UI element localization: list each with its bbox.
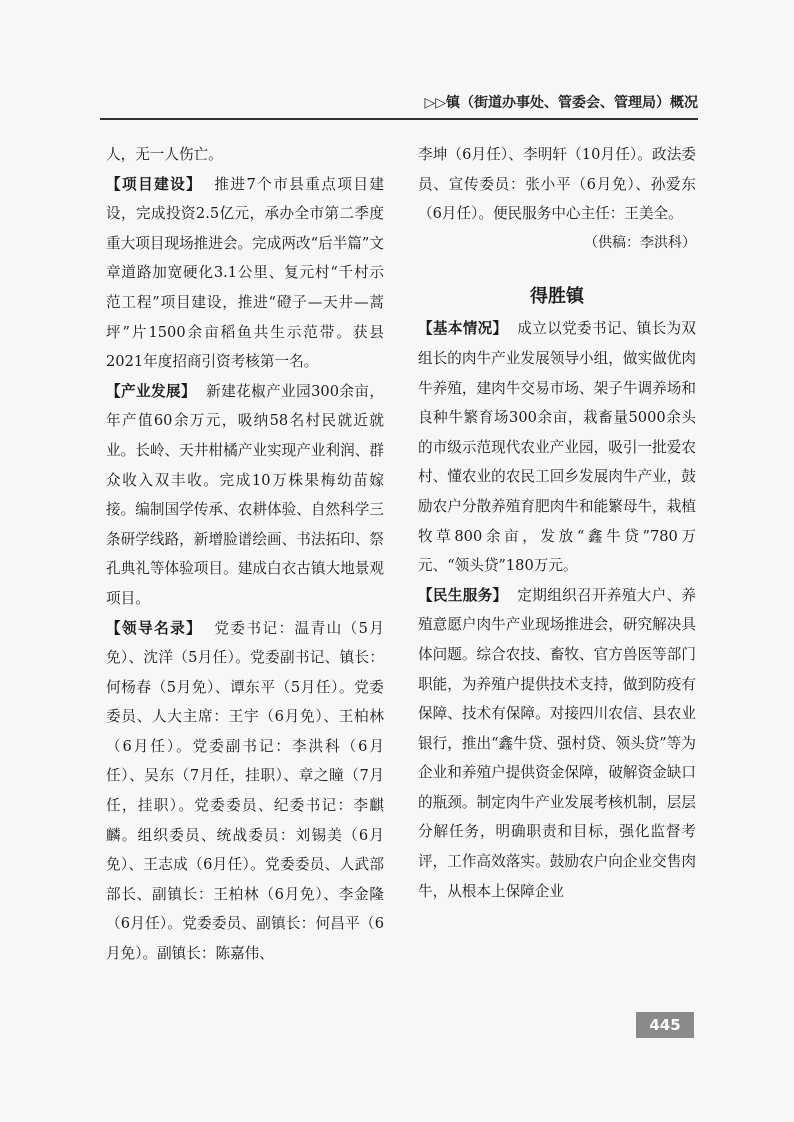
section-tag-leadership: 【领导名录】	[106, 619, 203, 637]
paragraph-text: 推进7个市县重点项目建设，完成投资2.5亿元，承办全市第二季度重大项目现场推进会。完成两改“后半篇”文章道路加宽硬化3.1公里、复元村“千村示范工程”项目建设，推进“磴子—天井—蒿坪”片1500余亩稻鱼共生示范带。获县2021年度招商引资考核第一名。	[106, 175, 384, 371]
paragraph-project-construction	[106, 170, 384, 377]
paragraph-text: 定期组织召开养殖大户、养殖意愿户肉牛产业现场推进会，研究解决具体问题。综合农技、畜牧、官方兽医等部门职能，为养殖户提供技术支持，做到防疫有保障、技术有保障。对接四川农信、县农业银行，推出“鑫牛贷、强村贷、领头贷”等为企业和养殖户提供资金保障，破解资金缺口的瓶颈。制定肉牛产业发展考核机制，层层分解任务，明确职责和目标，强化监督考评，工作高效落实。鼓励农户向企业交售肉牛，从根本上保障企业	[418, 586, 696, 900]
paragraph-livelihood-service	[418, 581, 696, 907]
contributor-byline: （供稿：李洪科）	[584, 234, 696, 251]
paragraph-basic-situation	[418, 314, 696, 580]
paragraph-continuation: 李坤（6月任）、李明轩（10月任）。政法委员、宣传委员：张小平（6月免）、孙爱东（6月任）。便民服务中心主任：王美全。	[418, 146, 696, 223]
paragraph-text: 新建花椒产业园300余亩，年产值60余万元，吸纳58名村民就近就业。长岭、天井柑橘产业实现产业利润、群众收入双丰收。完成10万株果梅幼苗嫁接。编制国学传承、农耕体验、自然科学三条研学线路，新增脸谱绘画、书法拓印、祭孔典礼等体验项目。建成白衣古镇大地景观项目。	[106, 382, 384, 607]
paragraph-industry-development	[106, 377, 384, 614]
section-tag-project: 【项目建设】	[106, 175, 203, 193]
right-column	[418, 140, 696, 906]
section-tag-livelihood: 【民生服务】	[418, 586, 508, 604]
paragraph-continuation: 人，无一人伤亡。	[106, 146, 223, 163]
town-section-title: 得胜镇	[530, 286, 584, 308]
paragraph-text: 党委书记：温青山（5月免）、沈洋（5月任）。党委副书记、镇长：何杨春（5月免）、谭东平（5月任）。党委委员、人大主席：王宇（6月免）、王柏林（6月任）。党委副书记：李洪科（6月任）、吴东（7月任，挂职）、章之瞳（7月任，挂职）。党委委员、纪委书记：李麒麟。组织委员、统战委员：刘锡美（6月免）、王志成（6月任）。党委委员、人武部部长、副镇长：王柏林（6月免）、李金隆（6月任）。党委委员、副镇长：何昌平（6月免）。副镇长：陈嘉伟、	[106, 619, 384, 963]
left-column	[106, 140, 384, 969]
header-rule	[100, 118, 698, 120]
page-number: 445	[636, 1012, 694, 1038]
running-header: ▷▷镇（街道办事处、管委会、管理局）概况	[424, 95, 698, 111]
paragraph-text: 成立以党委书记、镇长为双组长的肉牛产业发展领导小组，做实做优肉牛养殖，建肉牛交易市场、架子牛调养场和良种牛繁育场300余亩，栽畜量5000余头的市级示范现代农业产业园，吸引一批爱农村、懂农业的农民工回乡发展肉牛产业，鼓励农户分散养殖育肥肉牛和能繁母牛，栽植牧草800余亩，发放“鑫牛贷”780万元、“领头贷”180万元。	[418, 320, 696, 575]
section-tag-basic: 【基本情况】	[418, 320, 508, 338]
paragraph-leadership-list	[106, 614, 384, 969]
section-tag-industry: 【产业发展】	[106, 382, 197, 400]
